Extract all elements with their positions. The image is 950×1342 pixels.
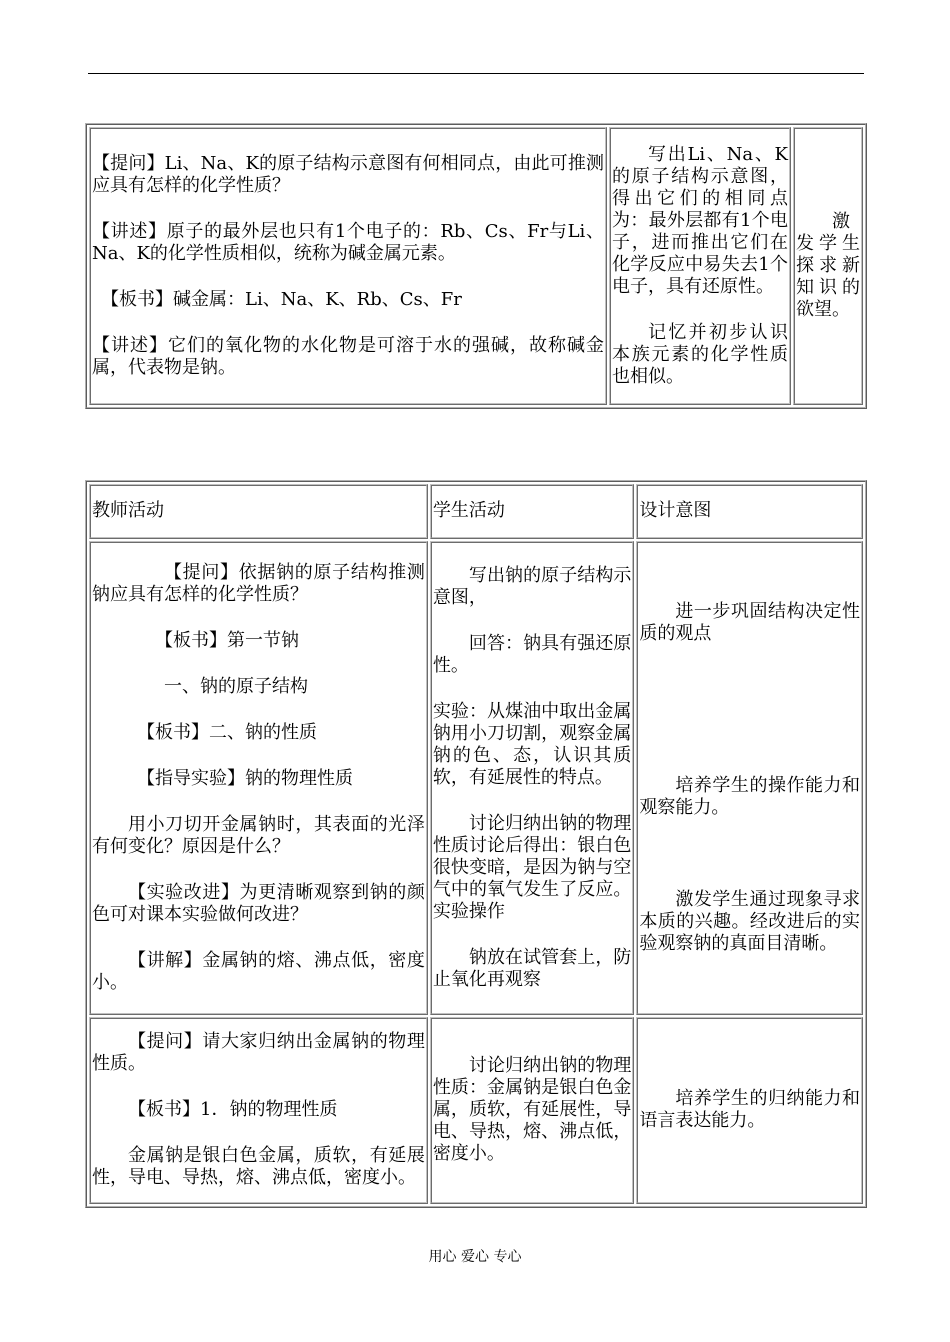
teacher-text: 【提问】请大家归纳出金属钠的物理性质。	[92, 1031, 425, 1075]
student-text: 记忆并初步认识本族元素的化学性质也相似。	[612, 322, 788, 387]
table-row	[89, 541, 863, 1015]
lesson-table-1	[85, 123, 867, 409]
teacher-text: 【指导实验】钠的物理性质	[137, 767, 353, 789]
table-header-row	[89, 484, 863, 539]
design-text: 激发学生探求新知识的欲望。	[796, 211, 860, 320]
teacher-activity-cell	[89, 127, 607, 405]
column-header: 教师活动	[89, 484, 428, 539]
teacher-text: 【板书】第一节钠	[155, 629, 299, 651]
student-text: 写出钠的原子结构示意图，	[432, 564, 632, 608]
student-activity-cell	[430, 1017, 635, 1204]
teacher-text: 用小刀切开金属钠时，其表面的光泽有何变化？原因是什么？	[92, 813, 425, 857]
teacher-activity-cell	[89, 541, 428, 1015]
student-text: 回答：钠具有强还原性。	[432, 632, 632, 676]
teacher-activity-cell	[89, 1017, 428, 1204]
table-row	[89, 127, 863, 405]
design-text: 进一步巩固结构决定性质的观点	[639, 600, 860, 644]
teacher-text: 【板书】碱金属：Li、Na、K、Rb、Cs、Fr	[101, 289, 462, 310]
teacher-text: 【板书】1．钠的物理性质	[128, 1099, 338, 1121]
design-intent-cell	[636, 541, 863, 1015]
teacher-text: 金属钠是银白色金属，质软，有延展性，导电、导热，熔、沸点低，密度小。	[92, 1145, 425, 1189]
teacher-text: 【提问】Li、Na、K的原子结构示意图有何相同点，由此可推测应具有怎样的化学性质？	[92, 153, 604, 196]
student-text: 讨论归纳出钠的物理性质讨论后得出：银白色很快变暗，是因为钠与空气中的氧气发生了反应。实验操作	[432, 812, 632, 922]
design-text: 激发学生通过现象寻求本质的兴趣。经改进后的实验观察钠的真面目清晰。	[639, 888, 860, 954]
teacher-text: 【讲述】原子的最外层也只有1个电子的：Rb、Cs、Fr与Li、Na、K的化学性质相似，统称为碱金属元素。	[92, 221, 604, 264]
column-header: 设计意图	[636, 484, 863, 539]
design-intent-cell	[793, 127, 863, 405]
student-activity-cell	[430, 541, 635, 1015]
student-text: 讨论归纳出钠的物理性质：金属钠是银白色金属，质软，有延展性，导电、导热，熔、沸点低，密度小。	[432, 1055, 632, 1165]
student-activity-cell	[609, 127, 791, 405]
column-header: 学生活动	[430, 484, 635, 539]
design-intent-cell	[636, 1017, 863, 1204]
teacher-text: 一、钠的原子结构	[164, 675, 308, 697]
table-row	[89, 1017, 863, 1204]
teacher-text: 【提问】依据钠的原子结构推测钠应具有怎样的化学性质？	[92, 561, 425, 605]
teacher-text: 【板书】二、钠的性质	[137, 721, 317, 743]
teacher-text: 【讲解】金属钠的熔、沸点低，密度小。	[92, 949, 425, 993]
design-text: 培养学生的操作能力和观察能力。	[639, 774, 860, 818]
teacher-text: 【讲述】它们的氧化物的水化物是可溶于水的强碱，故称碱金属，代表物是钠。	[92, 335, 604, 378]
page-footer: 用心 爱心 专心	[428, 1249, 522, 1265]
student-text: 写出Li、Na、K的原子结构示意图，得出它们的相同点为：最外层都有1个电子，进而推出它们在化学反应中易失去1个电子，具有还原性。	[612, 144, 788, 297]
student-text: 钠放在试管套上，防止氧化再观察	[432, 946, 632, 990]
student-text: 实验：从煤油中取出金属钠用小刀切割，观察金属钠的色、态，认识其质软，有延展性的特点。	[432, 700, 632, 788]
lesson-table-2	[85, 480, 867, 1208]
header-rule	[88, 73, 864, 74]
teacher-text: 【实验改进】为更清晰观察到钠的颜色可对课本实验做何改进？	[92, 881, 425, 925]
design-text: 培养学生的归纳能力和语言表达能力。	[639, 1088, 860, 1132]
